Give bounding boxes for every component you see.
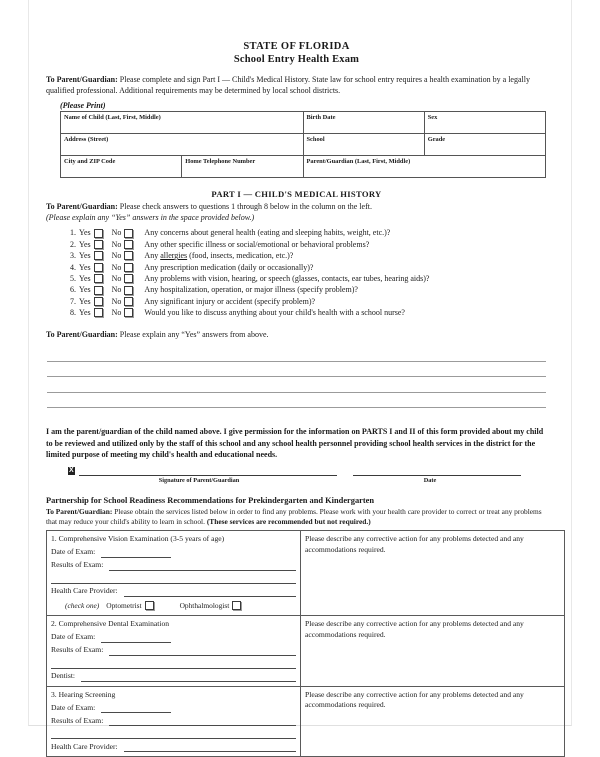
field-name-of-child[interactable]: Name of Child (Last, First, Middle) bbox=[61, 112, 304, 134]
results-of-exam-continuation-line[interactable] bbox=[51, 571, 296, 584]
no-label: No bbox=[111, 296, 122, 306]
yes-checkbox[interactable] bbox=[94, 308, 103, 317]
service-detail-cell bbox=[47, 531, 301, 616]
part-one-title: PART I — CHILD'S MEDICAL HISTORY bbox=[211, 189, 382, 200]
field-home-telephone[interactable]: Home Telephone Number bbox=[182, 156, 303, 178]
question-text: Any hospitalization, operation, or major illness (specify problem)? bbox=[144, 285, 358, 295]
provider-field bbox=[51, 741, 296, 752]
provider-field bbox=[51, 671, 296, 682]
yes-checkbox[interactable] bbox=[94, 297, 103, 306]
date-of-exam-field bbox=[51, 632, 296, 643]
partnership-note-bold: (These services are recommended but not required.) bbox=[206, 517, 371, 527]
date-of-exam-input-line[interactable] bbox=[101, 704, 171, 713]
yes-checkbox[interactable] bbox=[94, 229, 103, 238]
recommended-services-table bbox=[46, 530, 565, 757]
provider-input-line[interactable] bbox=[124, 588, 296, 597]
yes-checkbox[interactable] bbox=[94, 240, 103, 249]
results-of-exam-input-line[interactable] bbox=[109, 647, 296, 656]
question-text-emphasis: allergies bbox=[160, 251, 188, 261]
question-number: 6. bbox=[70, 285, 76, 295]
question-number: 2. bbox=[70, 239, 76, 249]
field-sex[interactable]: Sex bbox=[424, 112, 545, 134]
x-mark-icon: X bbox=[69, 467, 74, 475]
explain-to-parent-label: To Parent/Guardian: bbox=[46, 329, 118, 339]
results-of-exam-input-line[interactable] bbox=[109, 717, 296, 726]
table-row bbox=[61, 134, 546, 156]
intro-paragraph bbox=[46, 75, 547, 96]
medical-history-question-list bbox=[60, 227, 547, 318]
part-one-instruction bbox=[46, 202, 547, 213]
service-heading: 2. Comprehensive Dental Examination bbox=[51, 619, 170, 629]
question-row bbox=[60, 250, 547, 261]
service-detail-cell bbox=[47, 616, 301, 686]
ophthalmologist-label: Ophthalmologist bbox=[179, 600, 230, 610]
no-label: No bbox=[111, 308, 122, 318]
question-text-lead: Any bbox=[144, 251, 161, 261]
results-of-exam-input-line[interactable] bbox=[109, 562, 296, 571]
question-text: Any problems with vision, hearing, or speech (glasses, contacts, ear tubes, hearing aids)? bbox=[144, 273, 430, 283]
page-title: STATE OF FLORIDA bbox=[243, 41, 350, 52]
no-label: No bbox=[111, 228, 122, 238]
signature-input-line[interactable] bbox=[79, 466, 337, 476]
provider-input-line[interactable] bbox=[81, 673, 296, 682]
blank-answer-line[interactable] bbox=[47, 377, 546, 393]
yes-label: Yes bbox=[79, 296, 91, 306]
question-text: Any prescription medication (daily or occasionally)? bbox=[144, 262, 314, 272]
no-label: No bbox=[111, 239, 122, 249]
blank-answer-line[interactable] bbox=[47, 362, 546, 378]
permission-paragraph: I am the parent/guardian of the child named above. I give permission for the information on PARTS I and II of this form provided about my child to be reviewed and utilized only by the staff of this school and any school health personnel providing school health services in the district for the limited purpose of meeting my child's health and educational needs. bbox=[46, 427, 544, 459]
no-checkbox[interactable] bbox=[124, 240, 133, 249]
question-text: Any significant injury or accident (specify problem)? bbox=[144, 296, 316, 306]
field-birth-date[interactable]: Birth Date bbox=[303, 112, 424, 134]
provider-input-line[interactable] bbox=[124, 743, 296, 752]
blank-answer-line[interactable] bbox=[47, 393, 546, 409]
question-number: 5. bbox=[70, 273, 76, 283]
yes-label: Yes bbox=[79, 239, 91, 249]
date-of-exam-field bbox=[51, 702, 296, 713]
explain-blank-lines bbox=[46, 346, 547, 408]
service-heading: 1. Comprehensive Vision Examination (3-5 years of age) bbox=[51, 534, 225, 544]
question-row bbox=[60, 227, 547, 238]
yes-checkbox[interactable] bbox=[94, 251, 103, 260]
partnership-to-parent-label: To Parent/Guardian: bbox=[46, 507, 113, 517]
check-one-label: (check one) bbox=[65, 600, 100, 610]
results-of-exam-field bbox=[51, 715, 296, 726]
question-row bbox=[60, 284, 547, 295]
date-of-exam-label: Date of Exam: bbox=[51, 632, 96, 642]
yes-checkbox[interactable] bbox=[94, 274, 103, 283]
no-checkbox[interactable] bbox=[124, 297, 133, 306]
no-checkbox[interactable] bbox=[124, 308, 133, 317]
date-of-exam-input-line[interactable] bbox=[101, 634, 171, 643]
date-of-exam-label: Date of Exam: bbox=[51, 547, 96, 557]
results-of-exam-field bbox=[51, 560, 296, 571]
question-row bbox=[60, 296, 547, 307]
question-number: 1. bbox=[70, 228, 76, 238]
service-row bbox=[47, 686, 565, 756]
please-print-note: (Please Print) bbox=[60, 101, 106, 111]
question-number: 8. bbox=[70, 308, 76, 318]
results-of-exam-continuation-line[interactable] bbox=[51, 726, 296, 739]
no-checkbox[interactable] bbox=[124, 229, 133, 238]
explain-instruction-row bbox=[46, 330, 547, 341]
explain-yes-answers-section bbox=[46, 330, 547, 409]
service-row bbox=[47, 616, 565, 686]
intro-line-2: State law for school entry requires a health examination by a legally qualified professional. Additional requirements may be determined by local school districts. bbox=[46, 75, 530, 95]
service-row bbox=[47, 531, 565, 616]
no-label: No bbox=[111, 262, 122, 272]
results-of-exam-label: Results of Exam: bbox=[51, 560, 104, 570]
question-number: 3. bbox=[70, 251, 76, 261]
no-checkbox[interactable] bbox=[124, 274, 133, 283]
field-parent-guardian[interactable]: Parent/Guardian (Last, First, Middle) bbox=[303, 156, 546, 178]
yes-label: Yes bbox=[79, 228, 91, 238]
question-text: Any other specific illness or social/emotional or behavioral problems? bbox=[144, 239, 370, 249]
yes-label: Yes bbox=[79, 308, 91, 318]
date-input-line[interactable] bbox=[353, 466, 521, 476]
date-caption: Date bbox=[423, 477, 437, 485]
provider-label: Dentist: bbox=[51, 671, 76, 681]
blank-answer-line[interactable] bbox=[47, 346, 546, 362]
no-label: No bbox=[111, 273, 122, 283]
question-text bbox=[144, 250, 293, 261]
results-of-exam-continuation-line[interactable] bbox=[51, 656, 296, 669]
question-number: 7. bbox=[70, 296, 76, 306]
child-identity-table bbox=[60, 111, 546, 178]
question-text: Any concerns about general health (eating and sleeping habits, weight, etc.)? bbox=[144, 228, 391, 238]
yes-checkbox[interactable] bbox=[94, 286, 103, 295]
optometrist-label: Optometrist bbox=[106, 600, 142, 610]
corrective-action-cell[interactable]: Please describe any corrective action for any problems detected and any accommodations required. bbox=[301, 686, 565, 756]
date-of-exam-field bbox=[51, 547, 296, 558]
intro-to-parent-label: To Parent/Guardian: bbox=[46, 75, 118, 84]
service-heading: 3. Hearing Screening bbox=[51, 689, 116, 699]
table-row bbox=[61, 112, 546, 134]
document-content bbox=[46, 40, 547, 757]
partnership-title: Partnership for School Readiness Recommendations for Prekindergarten and Kindergarten bbox=[46, 496, 375, 506]
table-row bbox=[61, 156, 546, 178]
check-one-row bbox=[65, 601, 296, 611]
no-label: No bbox=[111, 285, 122, 295]
provider-label: Health Care Provider: bbox=[51, 741, 118, 751]
optometrist-checkbox[interactable] bbox=[145, 601, 154, 610]
corrective-action-cell[interactable]: Please describe any corrective action for any problems detected and any accommodations required. bbox=[301, 616, 565, 686]
results-of-exam-field bbox=[51, 645, 296, 656]
corrective-action-cell[interactable]: Please describe any corrective action for any problems detected and any accommodations required. bbox=[301, 531, 565, 616]
date-of-exam-label: Date of Exam: bbox=[51, 702, 96, 712]
ophthalmologist-checkbox[interactable] bbox=[232, 601, 241, 610]
part-one-instruction-text: Please check answers to questions 1 through 8 below in the column on the left. bbox=[119, 202, 372, 212]
document-page bbox=[28, 0, 572, 751]
partnership-note-text: Please obtain the services listed below in order to find any problems. Please work with your health care provider to correct or treat any problems that may reduce your child's ability to learn in school. bbox=[46, 507, 542, 527]
intro-line-1: Please complete and sign Part I — Child's Medical History. bbox=[119, 75, 311, 84]
yes-checkbox[interactable] bbox=[94, 263, 103, 272]
no-checkbox[interactable] bbox=[124, 263, 133, 272]
no-label: No bbox=[111, 251, 122, 261]
no-checkbox[interactable] bbox=[124, 286, 133, 295]
question-row bbox=[60, 239, 547, 250]
no-checkbox[interactable] bbox=[124, 251, 133, 260]
explain-instruction-text: Please explain any “Yes” answers from above. bbox=[119, 329, 269, 339]
provider-field bbox=[51, 586, 296, 597]
question-text: Would you like to discuss anything about your child's health with a school nurse? bbox=[144, 308, 405, 318]
field-city-zip[interactable]: City and ZIP Code bbox=[61, 156, 182, 178]
signature-row bbox=[68, 466, 547, 476]
provider-label: Health Care Provider: bbox=[51, 586, 118, 596]
results-of-exam-label: Results of Exam: bbox=[51, 645, 104, 655]
question-row bbox=[60, 262, 547, 273]
service-detail-cell bbox=[47, 686, 301, 756]
question-row bbox=[60, 307, 547, 318]
partnership-note bbox=[46, 507, 547, 527]
yes-label: Yes bbox=[79, 262, 91, 272]
field-grade[interactable]: Grade bbox=[424, 134, 545, 156]
signature-captions bbox=[68, 477, 547, 484]
question-row bbox=[60, 273, 547, 284]
part-one-explain-note: (Please explain any “Yes” answers in the space provided below.) bbox=[46, 212, 255, 222]
results-of-exam-label: Results of Exam: bbox=[51, 715, 104, 725]
signature-caption: Signature of Parent/Guardian bbox=[158, 477, 240, 485]
yes-label: Yes bbox=[79, 273, 91, 283]
yes-label: Yes bbox=[79, 251, 91, 261]
part-one-to-parent-label: To Parent/Guardian: bbox=[46, 202, 118, 212]
question-number: 4. bbox=[70, 262, 76, 272]
yes-label: Yes bbox=[79, 285, 91, 295]
page-subtitle: School Entry Health Exam bbox=[233, 54, 360, 65]
question-text-tail: (food, insects, medication, etc.)? bbox=[187, 251, 294, 261]
date-of-exam-input-line[interactable] bbox=[101, 549, 171, 558]
field-school[interactable]: School bbox=[303, 134, 424, 156]
field-address[interactable]: Address (Street) bbox=[61, 134, 304, 156]
